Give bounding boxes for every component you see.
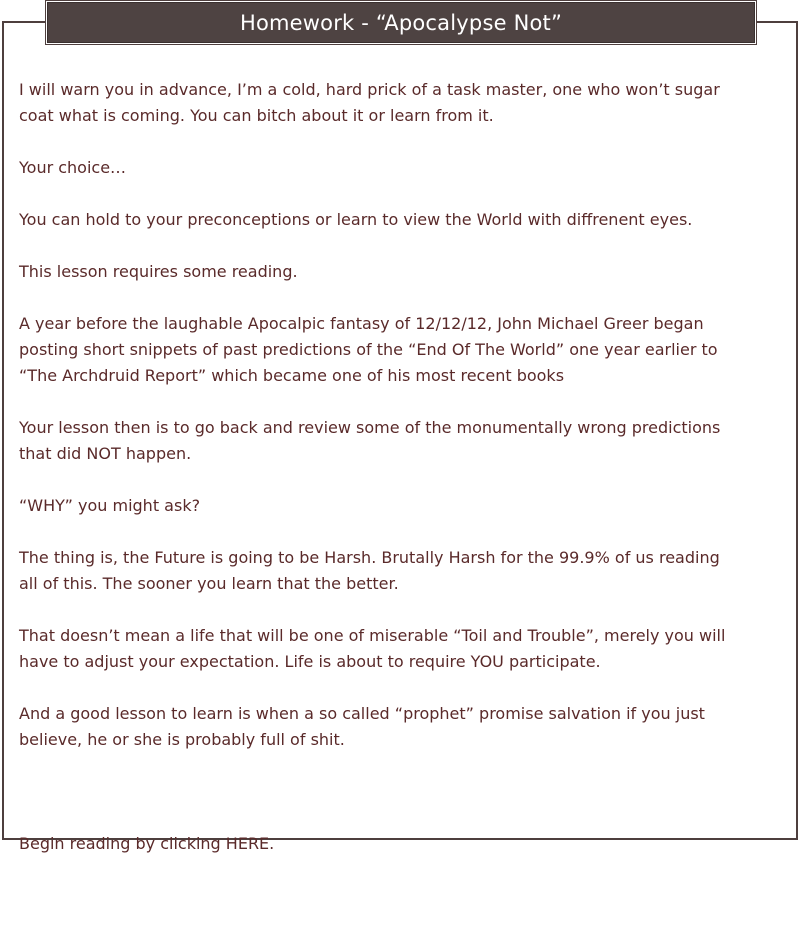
paragraph-line: that did NOT happen. — [19, 444, 192, 463]
paragraph — [19, 415, 789, 467]
paragraph — [19, 701, 789, 753]
begin-reading-link[interactable] — [19, 779, 789, 909]
paragraph-line: Your lesson then is to go back and review some of the monumentally wrong predictions — [19, 418, 721, 437]
paragraph-line: “WHY” you might ask? — [19, 496, 201, 515]
paragraph — [19, 259, 789, 285]
paragraph-line: all of this. The sooner you learn that the better. — [19, 574, 399, 593]
paragraph-list — [19, 77, 789, 753]
paragraph-line: Your choice… — [19, 158, 127, 177]
paragraph-line: And a good lesson to learn is when a so called “prophet” promise salvation if you just — [19, 704, 705, 723]
paragraph-line: “The Archdruid Report” which became one of his most recent books — [19, 366, 565, 385]
paragraph — [19, 207, 789, 233]
paragraph — [19, 493, 789, 519]
homework-body — [19, 77, 789, 935]
paragraph-line: believe, he or she is probably full of shit. — [19, 730, 345, 749]
cta-text: Begin reading by clicking HERE. — [19, 834, 275, 853]
title-banner — [47, 2, 755, 43]
paragraph-line: You can hold to your preconceptions or learn to view the World with diffrenent eyes. — [19, 210, 693, 229]
paragraph — [19, 623, 789, 675]
paragraph-line: The thing is, the Future is going to be Harsh. Brutally Harsh for the 99.9% of us reading — [19, 548, 720, 567]
paragraph-line: coat what is coming. You can bitch about it or learn from it. — [19, 106, 494, 125]
paragraph-line: That doesn’t mean a life that will be one of miserable “Toil and Trouble”, merely you will — [19, 626, 726, 645]
paragraph-line: A year before the laughable Apocalpic fantasy of 12/12/12, John Michael Greer began — [19, 314, 704, 333]
paragraph — [19, 545, 789, 597]
paragraph-line: I will warn you in advance, I’m a cold, hard prick of a task master, one who won’t sugar — [19, 80, 720, 99]
paragraph-line: posting short snippets of past predictions of the “End Of The World” one year earlier to — [19, 340, 718, 359]
paragraph — [19, 155, 789, 181]
paragraph — [19, 311, 789, 389]
paragraph-line: This lesson requires some reading. — [19, 262, 298, 281]
paragraph — [19, 77, 789, 129]
page-title: Homework - “Apocalypse Not” — [239, 10, 563, 35]
title-bar — [45, 0, 757, 45]
paragraph-line: have to adjust your expectation. Life is about to require YOU participate. — [19, 652, 601, 671]
